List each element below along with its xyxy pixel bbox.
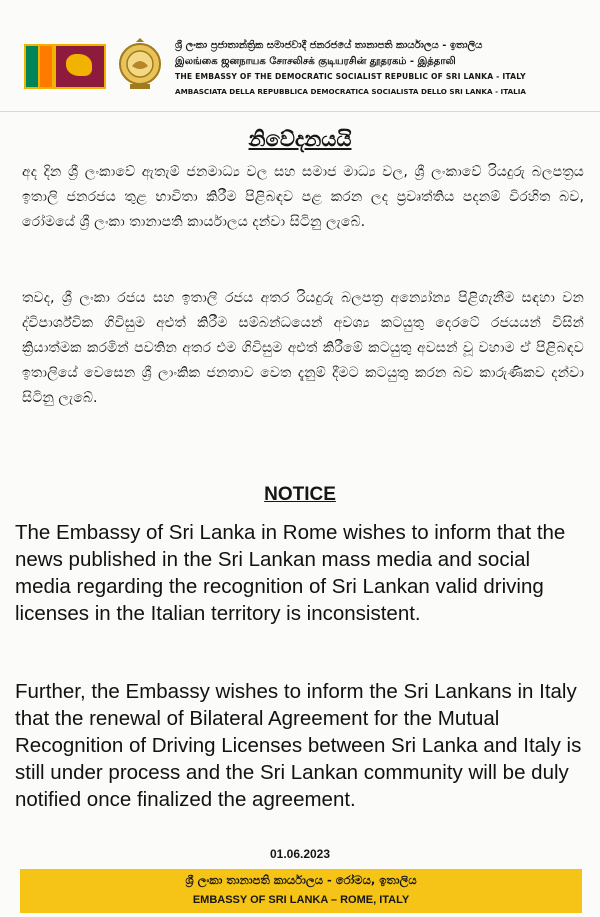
footer-band	[20, 869, 582, 913]
sri-lanka-emblem-icon	[116, 36, 164, 92]
letterhead	[0, 0, 600, 112]
footer-english: EMBASSY OF SRI LANKA – ROME, ITALY	[192, 894, 410, 906]
header-sinhala: ශ්‍රී ලංකා ප්‍රජාතාන්ත්‍රික සමාජවාදී ජනරජයේ තානාපති කාර්යාලය - ඉතාලිය	[175, 40, 483, 51]
english-paragraph-2: Further, the Embassy wishes to inform the Sri Lankans in Italy that the renewal of Bilateral Agreement for the Mutual Recognition of Driving Licenses between Sri Lanka and Italy is still under process and the Sri Lankan community will be duly notified once finalized the agreement.	[15, 680, 582, 811]
english-notice-title: NOTICE	[264, 484, 336, 505]
footer-sinhala: ශ්‍රී ලංකා තානාපති කාර්යාලය - රෝමය, ඉතාලිය	[185, 873, 417, 887]
header-tamil: இலங்கை ஜனநாயக சோசலிசக் குடியரசின் தூதரகம் - இத்தாலி	[175, 56, 456, 67]
english-paragraph-1: The Embassy of Sri Lanka in Rome wishes to inform that the news published in the Sri Lankan mass media and social media regarding the recognition of Sri Lankan valid driving licenses in the Italian territory is inconsistent.	[15, 521, 566, 625]
sinhala-notice-title: නිවේදනයයි	[248, 127, 352, 151]
sri-lanka-flag-icon	[24, 44, 106, 89]
header-italian: AMBASCIATA DELLA REPUBBLICA DEMOCRATICA SOCIALISTA DELLO SRI LANKA - ITALIA	[175, 87, 526, 96]
sinhala-paragraph-2: තවද, ශ්‍රී ලංකා රජය සහ ඉතාලි රජය අතර රියදුරු බලපත්‍ර අන්‍යෝන්‍ය පිළිගැනීම සඳහා වන ද්විපාර්ශ්වික ගිවිසුම අළුත් කිරීම සම්බන්ධයෙන් අවශ්‍ය කටයුතු දෙරටේ රජයයන් විසින් ක්‍රියාත්මක කරමින් පවතින අතර එම ගිවිසුම අළුත් කිරීමේ කටයුතු අවසන් වූ වහාම ඒ පිළිබඳව ඉතාලියේ වෙසෙන ශ්‍රී ලාංකික ජනතාව වෙත දැනුම් දීමට කටයුතු කරන බව කාරුණිකව දන්වා සිටිනු ලැබේ.	[22, 290, 584, 406]
header-english: THE EMBASSY OF THE DEMOCRATIC SOCIALIST REPUBLIC OF SRI LANKA - ITALY	[175, 72, 526, 81]
notice-date: 01.06.2023	[269, 847, 331, 861]
sinhala-paragraph-1: අද දින ශ්‍රී ලංකාවේ ඇතැම් ජනමාධ්‍ය වල සහ සමාජ මාධ්‍ය වල, ශ්‍රී ලංකාවේ රියදුරු බලපත්‍රය ඉතාලි ජනරජය තුළ භාවිතා කිරීම පිළිබඳව පළ කරන ලද ප්‍රවෘත්තිය පදනම් විරහිත බව, රෝමයේ ශ්‍රී ලංකා තානාපති කාර්යාලය දන්වා සිටිනු ලැබේ.	[22, 164, 584, 230]
